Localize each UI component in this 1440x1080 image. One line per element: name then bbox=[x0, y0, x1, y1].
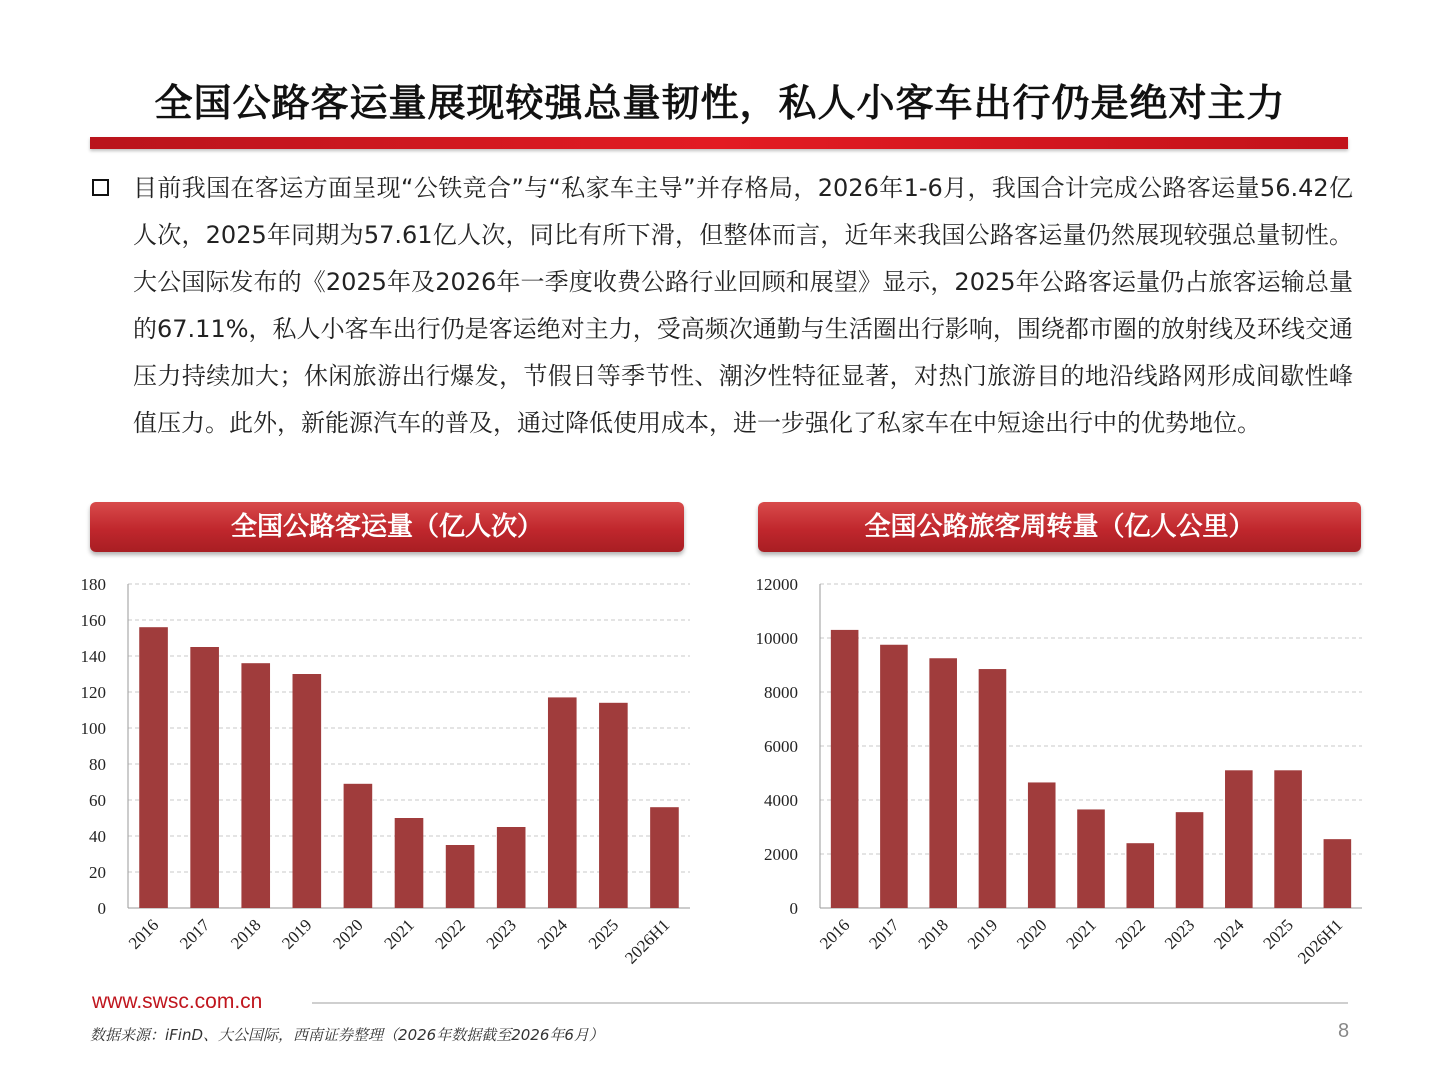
y-tick-label: 6000 bbox=[764, 737, 798, 756]
bar bbox=[979, 669, 1007, 908]
footer-website[interactable]: www.swsc.com.cn bbox=[92, 990, 263, 1013]
bar bbox=[831, 630, 859, 908]
bar bbox=[1274, 770, 1302, 908]
x-tick-label: 2026H1 bbox=[1294, 915, 1347, 968]
bar bbox=[1126, 843, 1154, 908]
bar bbox=[139, 627, 168, 908]
x-tick-label: 2026H1 bbox=[621, 915, 674, 968]
title-underline bbox=[90, 137, 1348, 149]
bullet-square-icon bbox=[92, 179, 109, 196]
bar bbox=[241, 663, 270, 908]
bar bbox=[548, 697, 577, 908]
page-title: 全国公路客运量展现较强总量韧性，私人小客车出行仍是绝对主力 bbox=[154, 81, 1286, 125]
x-tick-label: 2023 bbox=[1160, 915, 1199, 953]
y-tick-label: 100 bbox=[80, 719, 106, 738]
x-tick-label: 2017 bbox=[175, 915, 214, 953]
x-tick-label: 2023 bbox=[482, 915, 521, 953]
x-tick-label: 2019 bbox=[278, 915, 316, 953]
bar bbox=[929, 658, 957, 908]
y-tick-label: 4000 bbox=[764, 791, 798, 810]
x-tick-label: 2020 bbox=[1013, 915, 1051, 953]
chart-passenger-volume bbox=[60, 565, 710, 985]
x-tick-label: 2016 bbox=[815, 915, 854, 953]
bar bbox=[190, 647, 219, 908]
data-source-note: 数据来源：iFinD、大公国际，西南证券整理（2026年数据截至2026年6月） bbox=[90, 1026, 604, 1044]
y-tick-label: 160 bbox=[80, 611, 106, 630]
x-tick-label: 2025 bbox=[584, 915, 623, 953]
chart-passenger-turnover bbox=[740, 565, 1380, 985]
page-number: 8 bbox=[1338, 1020, 1350, 1042]
y-tick-label: 120 bbox=[80, 683, 106, 702]
bar bbox=[599, 703, 628, 908]
y-tick-label: 12000 bbox=[755, 575, 798, 594]
y-tick-label: 0 bbox=[97, 899, 106, 918]
y-tick-label: 180 bbox=[80, 575, 106, 594]
bar bbox=[880, 645, 908, 908]
x-tick-label: 2022 bbox=[431, 915, 469, 953]
footer-divider bbox=[312, 1002, 1348, 1004]
y-tick-label: 40 bbox=[89, 827, 106, 846]
x-tick-label: 2018 bbox=[914, 915, 953, 953]
bar bbox=[395, 818, 424, 908]
x-tick-label: 2021 bbox=[1062, 915, 1100, 953]
y-tick-label: 2000 bbox=[764, 845, 798, 864]
chart-title-passenger-volume: 全国公路客运量（亿人次） bbox=[90, 502, 684, 552]
bar bbox=[344, 784, 373, 908]
bar bbox=[1028, 782, 1056, 908]
x-tick-label: 2025 bbox=[1259, 915, 1297, 953]
x-tick-label: 2016 bbox=[124, 915, 163, 953]
bar bbox=[293, 674, 322, 908]
x-tick-label: 2020 bbox=[329, 915, 367, 953]
y-tick-label: 0 bbox=[789, 899, 798, 918]
x-tick-label: 2024 bbox=[1210, 915, 1248, 953]
bar bbox=[1225, 770, 1253, 908]
x-tick-label: 2021 bbox=[380, 915, 418, 953]
x-tick-label: 2022 bbox=[1111, 915, 1150, 953]
y-tick-label: 140 bbox=[80, 647, 106, 666]
x-tick-label: 2019 bbox=[963, 915, 1002, 953]
bar bbox=[1324, 839, 1352, 908]
y-tick-label: 10000 bbox=[755, 629, 798, 648]
bar bbox=[1077, 809, 1105, 908]
x-tick-label: 2018 bbox=[227, 915, 265, 953]
bar bbox=[497, 827, 526, 908]
y-tick-label: 60 bbox=[89, 791, 106, 810]
body-paragraph: 目前我国在客运方面呈现“公铁竞合”与“私家车主导”并存格局，2026年1-6月，我国合计完成公路客运量56.42亿人次，2025年同期为57.61亿人次，同比有所下滑，但整体而言，近年来我国公路客运量仍然展现较强总量韧性。大公国际发布的《2025年及2026年一季度收费公路行业回顾和展望》显示，2025年公路客运量仍占旅客运输总量的67.11%，私人小客车出行仍是客运绝对主力，受高频次通勤与生活圈出行影响，围绕都市圈的放射线及环线交通压力持续加大；休闲旅游出行爆发，节假日等季节性、潮汐性特征显著，对热门旅游目的地沿线路网形成间歇性峰值压力。此外，新能源汽车的普及，通过降低使用成本，进一步强化了私家车在中短途出行中的优势地位。 bbox=[133, 174, 1353, 437]
y-tick-label: 80 bbox=[89, 755, 106, 774]
y-tick-label: 8000 bbox=[764, 683, 798, 702]
chart-title-passenger-turnover: 全国公路旅客周转量（亿人公里） bbox=[758, 502, 1361, 552]
bar bbox=[650, 807, 679, 908]
x-tick-label: 2017 bbox=[865, 915, 903, 953]
bar bbox=[1176, 812, 1204, 908]
x-tick-label: 2024 bbox=[533, 915, 572, 953]
bar bbox=[446, 845, 475, 908]
y-tick-label: 20 bbox=[89, 863, 106, 882]
